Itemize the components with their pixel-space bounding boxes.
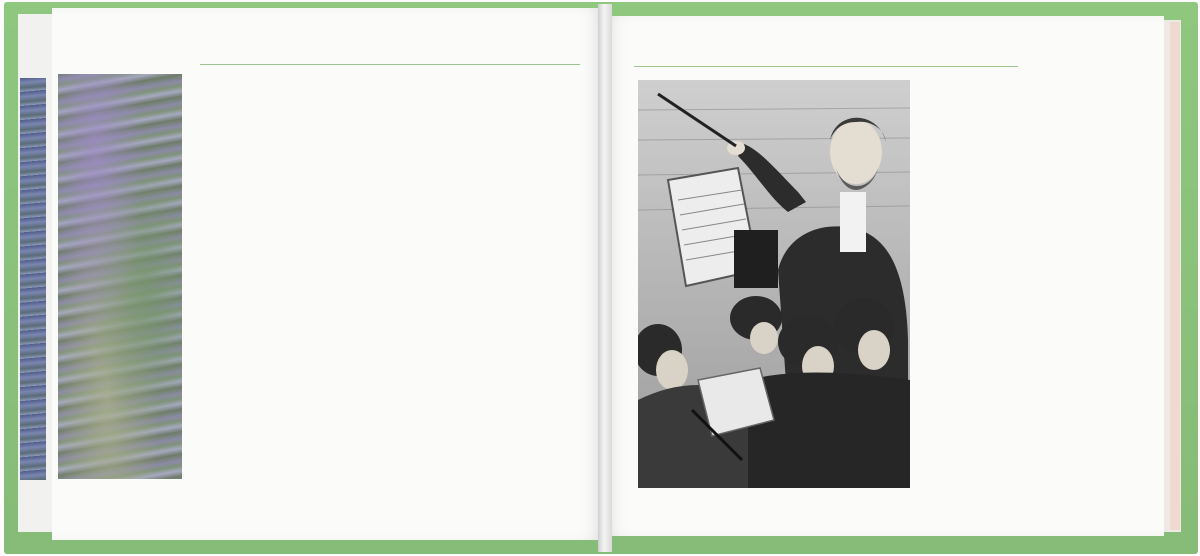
header-rule-left: [200, 64, 580, 65]
painting-strip: [20, 78, 46, 480]
painting-illustration: [58, 74, 182, 479]
verdi-conducting-photo: [638, 80, 910, 488]
header-rule-right: [634, 66, 1018, 67]
book-gutter: [598, 4, 612, 552]
engraving-illustration: [638, 80, 910, 488]
